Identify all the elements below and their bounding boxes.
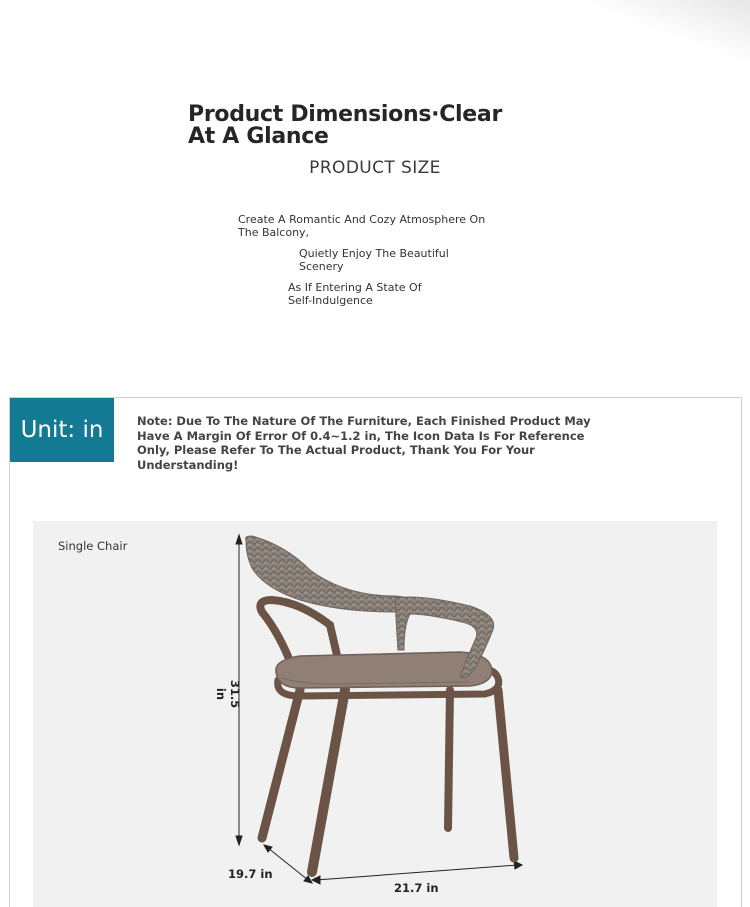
depth-dimension-label: 19.7 in bbox=[228, 867, 273, 881]
page-title: Product Dimensions·Clear At A Glance bbox=[188, 102, 502, 149]
tagline-3: As If Entering A State Of Self-Indulgence bbox=[288, 281, 422, 307]
tagline-1: Create A Romantic And Cozy Atmosphere On The Balcony, bbox=[238, 213, 486, 239]
unit-badge: Unit: in bbox=[10, 398, 114, 462]
height-dimension-label: 31.5 in bbox=[214, 679, 242, 709]
page-subtitle: PRODUCT SIZE bbox=[309, 158, 441, 178]
product-name: Single Chair bbox=[58, 539, 128, 553]
tagline-2: Quietly Enjoy The Beautiful Scenery bbox=[299, 247, 449, 273]
disclaimer-note: Note: Due To The Nature Of The Furniture, Each Finished Product May Have A Margin Of Error Of 0.4~1.2 in, The Icon Data Is For Reference Only, Please Refer To The Actual Product, Thank You For Your Understanding! bbox=[137, 414, 591, 472]
width-dimension-label: 21.7 in bbox=[394, 881, 439, 895]
